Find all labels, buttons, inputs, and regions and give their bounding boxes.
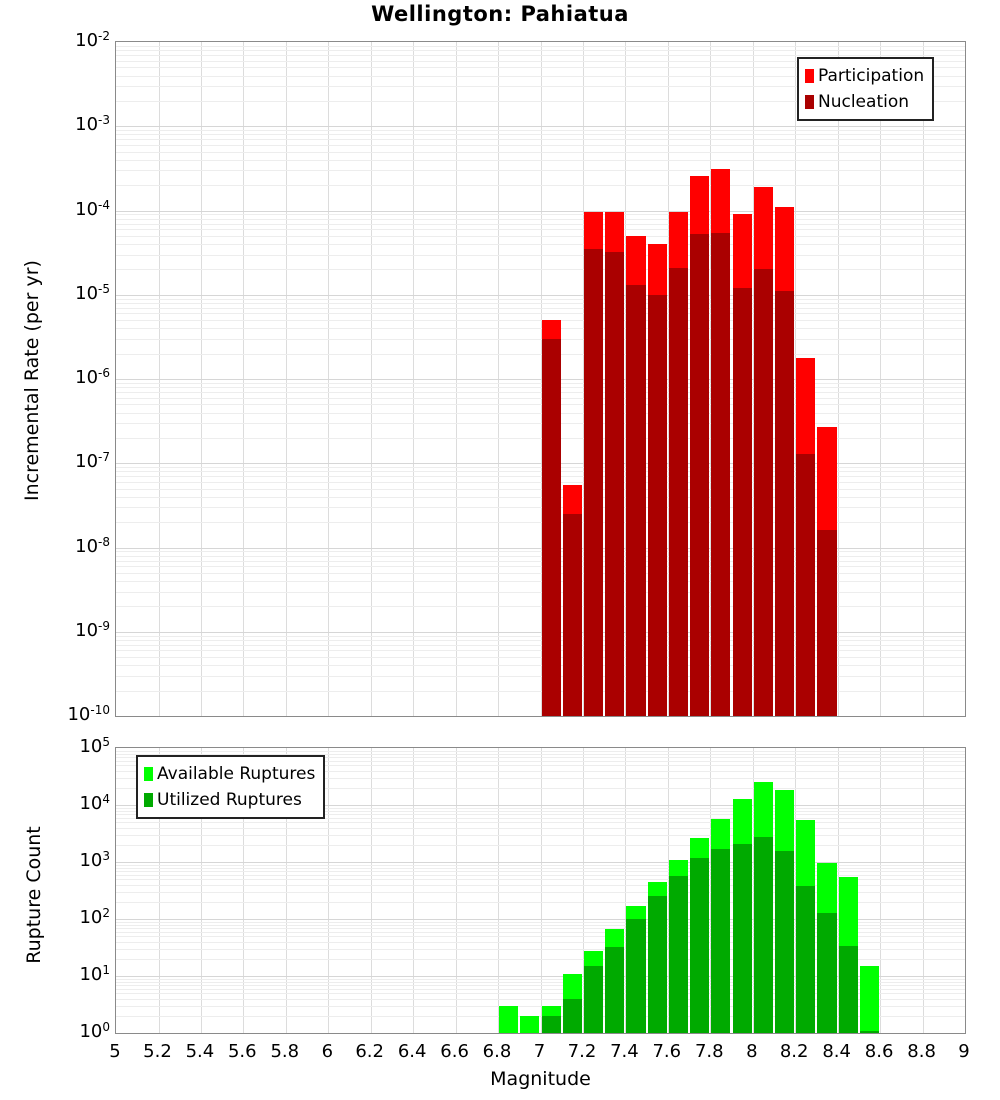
minor-gridline (116, 134, 965, 135)
minor-gridline (116, 354, 965, 355)
nucleation-bar (584, 249, 603, 716)
nucleation-bar (542, 339, 561, 716)
utilized-ruptures-bar (711, 849, 730, 1033)
minor-gridline (116, 392, 965, 393)
minor-gridline (116, 229, 965, 230)
y-axis-tick-label: $10^1$ (79, 963, 110, 985)
y-axis-tick-label: $10^{-6}$ (75, 366, 110, 388)
major-gridline (116, 211, 965, 212)
x-axis-tick-label: 7.4 (610, 1041, 639, 1062)
minor-gridline (116, 875, 965, 876)
minor-gridline (116, 507, 965, 508)
vertical-gridline (328, 748, 329, 1033)
minor-gridline (116, 845, 965, 846)
x-axis-tick-label: 5.6 (227, 1041, 257, 1062)
minor-gridline (116, 657, 965, 658)
minor-gridline (116, 489, 965, 490)
minor-gridline (116, 573, 965, 574)
nucleation-bar (711, 233, 730, 716)
nucleation-bar (817, 530, 836, 716)
minor-gridline (116, 751, 965, 752)
utilized-ruptures-bar (542, 1016, 561, 1033)
minor-gridline (116, 865, 965, 866)
major-gridline (116, 862, 965, 863)
x-axis-tick-label: 8.8 (907, 1041, 936, 1062)
minor-gridline (116, 224, 965, 225)
minor-gridline (116, 328, 965, 329)
x-axis-tick-label: 7.6 (652, 1041, 682, 1062)
y-axis-tick-label: $10^4$ (79, 792, 110, 814)
minor-gridline (116, 556, 965, 557)
y-axis-tick-label: $10^2$ (79, 906, 110, 928)
minor-gridline (116, 566, 965, 567)
nucleation-swatch-icon (805, 95, 814, 109)
x-axis-tick-label: 8 (746, 1041, 758, 1062)
minor-gridline (116, 170, 965, 171)
minor-gridline (116, 606, 965, 607)
minor-gridline (116, 636, 965, 637)
y-axis-tick-label: $10^{-7}$ (75, 450, 110, 473)
incremental-rate-plot (115, 41, 966, 717)
x-axis-tick-label: 5.4 (185, 1041, 215, 1062)
x-axis-tick-label: 7.8 (694, 1041, 724, 1062)
x-axis-tick-label: 6.8 (482, 1041, 512, 1062)
minor-gridline (116, 339, 965, 340)
legend-rate-panel (797, 57, 934, 121)
x-axis-tick-label: 7 (533, 1041, 546, 1062)
minor-gridline (116, 152, 965, 153)
minor-gridline (116, 130, 965, 131)
minor-gridline (116, 398, 965, 399)
x-axis-tick-label: 7.2 (567, 1041, 597, 1062)
minor-gridline (116, 822, 965, 823)
utilized-ruptures-bar (817, 913, 836, 1034)
minor-gridline (116, 214, 965, 215)
minor-gridline (116, 299, 965, 300)
minor-gridline (116, 387, 965, 388)
minor-gridline (116, 592, 965, 593)
minor-gridline (116, 438, 965, 439)
minor-gridline (116, 255, 965, 256)
y-axis-tick-label: $10^{-2}$ (75, 29, 110, 51)
minor-gridline (116, 471, 965, 472)
nucleation-bar (648, 295, 667, 716)
minor-gridline (116, 219, 965, 220)
minor-gridline (116, 467, 965, 468)
available-ruptures-bar (499, 1006, 518, 1033)
x-axis-tick-label: 6.6 (440, 1041, 469, 1062)
utilized-ruptures-bar (754, 837, 773, 1034)
minor-gridline (116, 320, 965, 321)
utilized-ruptures-swatch-icon (144, 793, 153, 807)
utilized-ruptures-bar (690, 858, 709, 1034)
y-axis-title-rupture-count: Rupture Count (23, 826, 45, 964)
utilized-ruptures-bar (648, 896, 667, 1033)
utilized-ruptures-bar (860, 1031, 879, 1033)
vertical-gridline (880, 748, 881, 1033)
minor-gridline (116, 404, 965, 405)
minor-gridline (116, 665, 965, 666)
x-axis-tick-label: 5.8 (270, 1041, 300, 1062)
major-gridline (116, 379, 965, 380)
minor-gridline (116, 303, 965, 304)
utilized-ruptures-bar (733, 844, 752, 1033)
minor-gridline (116, 423, 965, 424)
x-axis-tick-label: 6 (321, 1041, 334, 1062)
legend-count-panel (136, 755, 325, 819)
minor-gridline (116, 313, 965, 314)
x-axis-tick-label: 8.6 (864, 1041, 894, 1062)
x-axis-title-magnitude: Magnitude (490, 1068, 591, 1090)
major-gridline (116, 126, 965, 127)
utilized-ruptures-bar (584, 966, 603, 1033)
utilized-ruptures-bar (605, 947, 624, 1033)
minor-gridline (116, 551, 965, 552)
minor-gridline (116, 640, 965, 641)
vertical-gridline (541, 748, 542, 1033)
minor-gridline (116, 383, 965, 384)
available-ruptures-bar (860, 966, 879, 1033)
y-axis-tick-label: $10^3$ (79, 849, 110, 871)
major-gridline (116, 548, 965, 549)
chart-title: Wellington: Pahiatua (371, 2, 629, 26)
minor-gridline (116, 308, 965, 309)
y-axis-title-incremental-rate: Incremental Rate (per yr) (21, 260, 43, 501)
vertical-gridline (498, 748, 499, 1033)
minor-gridline (116, 561, 965, 562)
nucleation-bar (690, 234, 709, 716)
y-axis-tick-label: $10^0$ (79, 1020, 110, 1042)
minor-gridline (116, 828, 965, 829)
minor-gridline (116, 868, 965, 869)
y-axis-tick-label: $10^{-8}$ (75, 534, 110, 557)
vertical-gridline (456, 748, 457, 1033)
x-axis-tick-label: 6.2 (355, 1041, 384, 1062)
minor-gridline (116, 476, 965, 477)
legend-item-nucleation (805, 89, 924, 115)
available-ruptures-swatch-icon (144, 767, 153, 781)
legend-label-available-ruptures: Available Ruptures (157, 764, 316, 784)
minor-gridline (116, 269, 965, 270)
nucleation-bar (733, 288, 752, 716)
minor-gridline (116, 236, 965, 237)
legend-label-nucleation: Nucleation (818, 92, 910, 112)
minor-gridline (116, 581, 965, 582)
minor-gridline (116, 676, 965, 677)
utilized-ruptures-bar (839, 946, 858, 1033)
minor-gridline (116, 413, 965, 414)
nucleation-bar (669, 268, 688, 716)
y-axis-tick-label: $10^{-9}$ (75, 618, 110, 641)
y-axis-tick-label: $10^{-4}$ (75, 197, 110, 220)
nucleation-bar (754, 269, 773, 716)
major-gridline (116, 632, 965, 633)
minor-gridline (116, 244, 965, 245)
minor-gridline (116, 482, 965, 483)
available-ruptures-bar (520, 1016, 539, 1033)
legend-label-utilized-ruptures: Utilized Ruptures (157, 790, 302, 810)
participation-swatch-icon (805, 69, 814, 83)
x-axis-tick-label: 6.4 (397, 1041, 427, 1062)
x-axis-tick-label: 5 (109, 1041, 121, 1062)
minor-gridline (116, 185, 965, 186)
minor-gridline (116, 835, 965, 836)
vertical-gridline (923, 748, 924, 1033)
minor-gridline (116, 691, 965, 692)
minor-gridline (116, 55, 965, 56)
minor-gridline (116, 650, 965, 651)
nucleation-bar (775, 291, 794, 716)
minor-gridline (116, 871, 965, 872)
nucleation-bar (563, 514, 582, 716)
y-axis-tick-label: $10^{-5}$ (75, 281, 110, 304)
minor-gridline (116, 139, 965, 140)
minor-gridline (116, 46, 965, 47)
vertical-gridline (371, 748, 372, 1033)
minor-gridline (116, 145, 965, 146)
x-axis-tick-label: 8.4 (822, 1041, 851, 1062)
vertical-gridline (413, 748, 414, 1033)
legend-item-utilized-ruptures (144, 787, 315, 813)
x-axis-tick-label: 8.2 (779, 1041, 809, 1062)
utilized-ruptures-bar (626, 919, 645, 1033)
minor-gridline (116, 497, 965, 498)
utilized-ruptures-bar (669, 876, 688, 1034)
minor-gridline (116, 50, 965, 51)
nucleation-bar (626, 285, 645, 716)
x-axis-tick-label: 9 (958, 1041, 970, 1062)
minor-gridline (116, 522, 965, 523)
major-gridline (116, 295, 965, 296)
utilized-ruptures-bar (775, 851, 794, 1033)
utilized-ruptures-bar (563, 999, 582, 1033)
utilized-ruptures-bar (796, 886, 815, 1033)
y-axis-tick-label: $10^{-10}$ (67, 703, 110, 725)
x-axis-tick-label: 5.2 (143, 1041, 172, 1062)
legend-item-participation (805, 63, 924, 89)
nucleation-bar (605, 252, 624, 716)
legend-label-participation: Participation (818, 66, 925, 86)
major-gridline (116, 463, 965, 464)
y-axis-tick-label: $10^5$ (79, 735, 110, 757)
nucleation-bar (796, 454, 815, 716)
minor-gridline (116, 160, 965, 161)
minor-gridline (116, 645, 965, 646)
y-axis-tick-label: $10^{-3}$ (75, 113, 110, 136)
legend-item-available-ruptures (144, 761, 315, 787)
